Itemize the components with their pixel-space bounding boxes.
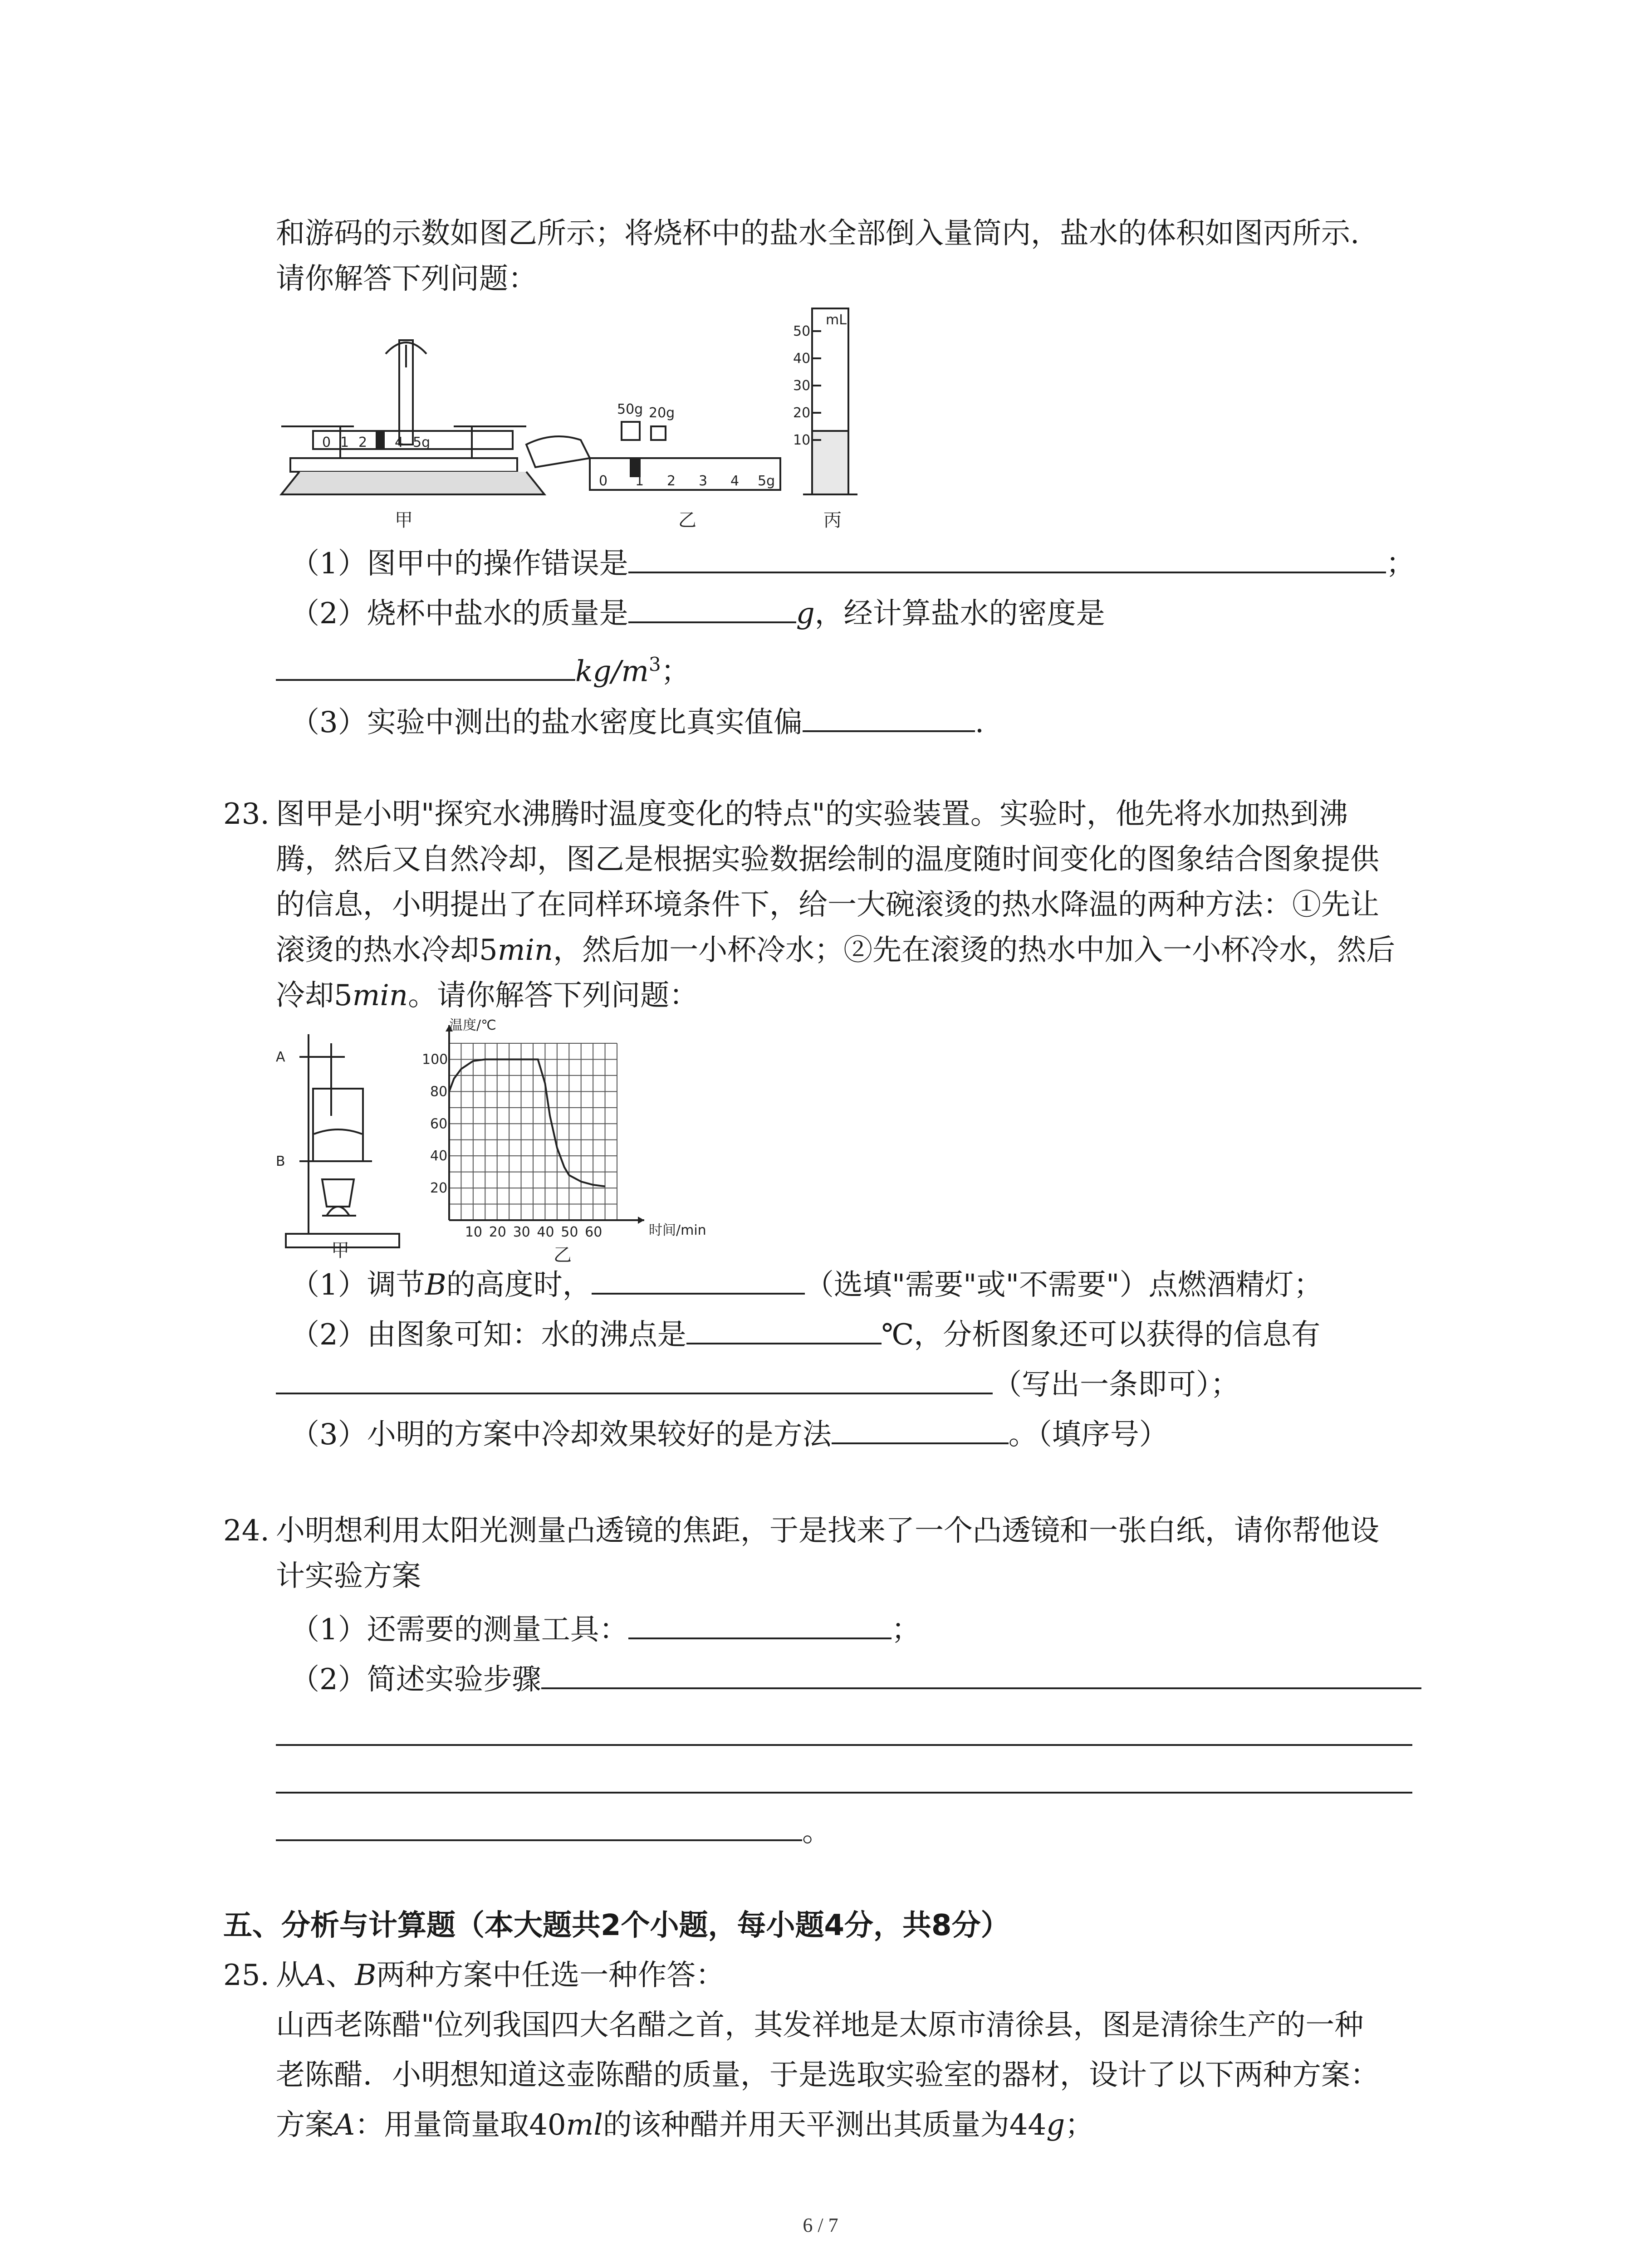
- q22-sub2-end: ；: [661, 655, 690, 689]
- rider-tick-5g: 5g: [758, 473, 775, 489]
- apparatus-label-a: A: [276, 1049, 285, 1065]
- q22-answer-blank-3[interactable]: [803, 699, 975, 732]
- q25-line1-b: 、: [326, 1959, 355, 1992]
- y-tick-label: 20: [430, 1180, 448, 1197]
- q25-line1-c: 两种方案中任选一种作答：: [376, 1959, 725, 1992]
- q23-line1: 图甲是小明"探究水沸腾时温度变化的特点"的实验装置。实验时，他先将水加热到沸: [276, 797, 1348, 831]
- balance-tick-5g: 5g: [413, 435, 431, 450]
- q22-sub1-end: ；: [1386, 547, 1415, 581]
- weights-and-rider: [590, 422, 780, 490]
- q23-number: 23.: [223, 797, 269, 831]
- x-tick-label: 50: [561, 1224, 578, 1240]
- chart-y-title: 温度/℃: [449, 1017, 496, 1033]
- q24-answer-line-2[interactable]: [276, 1744, 1412, 1746]
- q23-sub1-a: （1）调节: [290, 1268, 425, 1302]
- balance-tick-1: 1: [340, 435, 349, 450]
- q25-line4-a: 方案: [276, 2108, 334, 2142]
- cylinder-unit: mL: [826, 312, 847, 328]
- balance-tick-2: 2: [358, 435, 367, 450]
- q23-sub2: [290, 1311, 1320, 1355]
- q24-answer-blank-steps-1[interactable]: [541, 1656, 1421, 1689]
- q22-sub3-text: （3）实验中测出的盐水密度比真实值偏: [290, 706, 803, 739]
- x-tick-label: 20: [489, 1224, 506, 1240]
- q24-sub2-text: （2）简述实验步骤: [290, 1663, 541, 1696]
- q23-temperature-chart: [413, 1012, 753, 1266]
- weight-50g: 50g: [617, 401, 643, 417]
- q24-sub1: [290, 1606, 921, 1650]
- q23-sub2-c: （写出一条即可）；: [993, 1368, 1239, 1402]
- q25-line1-a: 从: [276, 1959, 305, 1992]
- q23-sub1-b: 的高度时，: [446, 1268, 592, 1302]
- x-tick-label: 40: [537, 1224, 554, 1240]
- chart-series-line: [449, 1060, 605, 1187]
- q22-sub2-cont: [276, 644, 690, 692]
- q25-line4-g: g: [1046, 2108, 1065, 2142]
- x-tick-label: 30: [513, 1224, 530, 1240]
- cylinder-tick-30: 30: [793, 378, 811, 394]
- fig-label-yi: 乙: [678, 510, 696, 531]
- q22-sub3-end: .: [975, 706, 985, 739]
- q22-text-line1: 和游码的示数如图乙所示；将烧杯中的盐水全部倒入量筒内，盐水的体积如图丙所示.: [276, 217, 1360, 250]
- q24-answer-blank-tool[interactable]: [628, 1606, 892, 1639]
- q23-line4-min: min: [497, 934, 554, 967]
- q23-line5: [276, 975, 698, 1016]
- balance-diagram: [281, 340, 590, 494]
- q25-number: 25.: [223, 1959, 269, 1992]
- q25-line4-d: ；: [1065, 2108, 1094, 2142]
- cylinder-tick-20: 20: [793, 405, 811, 421]
- q23-sub1-b-var: B: [425, 1268, 446, 1302]
- q24-line2: 计实验方案: [276, 1559, 421, 1593]
- q23-sub3-a: （3）小明的方案中冷却效果较好的是方法: [290, 1418, 832, 1452]
- q24-number: 24.: [223, 1514, 269, 1548]
- rider-tick-2: 2: [667, 473, 676, 489]
- cylinder-tick-50: 50: [793, 323, 811, 339]
- q22-text-line2: 请你解答下列问题：: [276, 262, 537, 296]
- q25-line4: [276, 2105, 1094, 2146]
- q25-line4-c: 的该种醋并用天平测出其质量为44: [603, 2108, 1047, 2142]
- q25-line1: [276, 1955, 725, 1996]
- weight-20g: 20g: [649, 405, 675, 421]
- q25-var-b: B: [355, 1959, 377, 1992]
- q23-line5-b: 。请你解答下列问题：: [408, 979, 699, 1012]
- q22-figure: [272, 295, 907, 549]
- x-tick-label: 10: [465, 1224, 483, 1240]
- cylinder-tick-10: 10: [793, 432, 811, 448]
- q25-line4-b: ：用量筒量取40: [355, 2108, 566, 2142]
- q24-answer-line-3[interactable]: [276, 1792, 1412, 1794]
- page-number: 6 / 7: [803, 2214, 838, 2236]
- q23-fig-label-yi: 乙: [554, 1245, 572, 1266]
- q23-sub2-b: ℃，分析图象还可以获得的信息有: [881, 1318, 1321, 1352]
- y-tick-label: 100: [422, 1051, 448, 1068]
- q25-var-a: A: [305, 1959, 326, 1992]
- q22-unit-g: g: [796, 597, 815, 631]
- q23-sub1: [290, 1261, 1323, 1305]
- q22-sub1: [290, 540, 1415, 584]
- q22-sub1-text: （1）图甲中的操作错误是: [290, 547, 628, 581]
- fig-label-bing: 丙: [823, 510, 842, 531]
- y-tick-label: 60: [430, 1116, 448, 1132]
- q22-sub2-text-b: ，经计算盐水的密度是: [814, 597, 1105, 631]
- q24-sub2-last: [276, 1808, 831, 1852]
- q25-line2: 山西老陈醋"位列我国四大名醋之首，其发祥地是太原市清徐县，图是清徐生产的一种: [276, 2009, 1364, 2042]
- q25-line4-var: A: [334, 2108, 355, 2142]
- q23-sub2-a: （2）由图象可知：水的沸点是: [290, 1318, 686, 1352]
- q24-sub1-text: （1）还需要的测量工具：: [290, 1613, 628, 1647]
- q22-sub2: [290, 590, 1105, 634]
- rider-tick-4: 4: [730, 473, 740, 489]
- q23-line2: 腾，然后又自然冷却，图乙是根据实验数据绘制的温度随时间变化的图象结合图象提供: [276, 843, 1379, 876]
- y-tick-label: 40: [430, 1148, 448, 1164]
- q22-sub2-text-a: （2）烧杯中盐水的质量是: [290, 597, 628, 631]
- q23-apparatus: [272, 1025, 408, 1261]
- q22-answer-blank-mass[interactable]: [628, 590, 796, 623]
- q23-answer-blank-3[interactable]: [832, 1411, 1009, 1444]
- y-tick-label: 80: [430, 1084, 448, 1100]
- apparatus-label-b: B: [276, 1154, 285, 1169]
- q24-sub1-end: ；: [891, 1613, 921, 1647]
- rider-tick-0: 0: [599, 473, 608, 489]
- chart-x-title: 时间/min: [649, 1222, 706, 1238]
- q23-line4-b: ，然后加一小杯冷水；②先在滚烫的热水中加入一小杯冷水，然后: [553, 934, 1396, 967]
- q24-line1: 小明想利用太阳光测量凸透镜的焦距，于是找来了一个凸透镜和一张白纸，请你帮他设: [276, 1514, 1379, 1548]
- q24-end: 。: [802, 1815, 831, 1848]
- q25-line4-ml: ml: [566, 2108, 603, 2142]
- q22-answer-blank-1[interactable]: [628, 540, 1386, 573]
- fig-label-jia: 甲: [395, 510, 413, 531]
- q23-answer-blank-1[interactable]: [592, 1261, 805, 1295]
- q23-line3: 的信息，小明提出了在同样环境条件下，给一大碗滚烫的热水降温的两种方法：①先让: [276, 888, 1379, 922]
- q22-unit-density: kg/m: [575, 655, 649, 689]
- rider-tick-3: 3: [699, 473, 708, 489]
- q22-answer-blank-density[interactable]: [276, 647, 575, 681]
- q22-sub3: [290, 699, 984, 743]
- q23-fig-label-jia: 甲: [331, 1240, 349, 1261]
- balance-tick-4: 4: [395, 435, 404, 450]
- q25-line3: 老陈醋．小明想知道这壶陈醋的质量，于是选取实验室的器材，设计了以下两种方案：: [276, 2058, 1379, 2092]
- chart-grid: [449, 1043, 617, 1220]
- q23-line5-min: min: [352, 979, 408, 1012]
- q23-sub2-cont: [276, 1361, 1239, 1405]
- graduated-cylinder: [803, 308, 857, 494]
- x-axis-arrow: [638, 1217, 644, 1224]
- q23-sub3-b: 。（填序号）: [1008, 1418, 1168, 1452]
- q23-line5-a: 冷却5: [276, 979, 353, 1012]
- q23-line4: [276, 930, 1395, 971]
- balance-tick-0: 0: [322, 435, 331, 450]
- cylinder-tick-40: 40: [793, 351, 811, 367]
- q22-unit-sup: 3: [649, 653, 661, 675]
- q23-sub3: [290, 1411, 1168, 1455]
- q24-answer-blank-steps-4[interactable]: [276, 1808, 802, 1841]
- section-5-heading: 五、分析与计算题（本大题共2个小题，每小题4分，共8分）: [223, 1909, 1010, 1942]
- balance-tick-3: 3: [377, 435, 386, 450]
- x-tick-label: 60: [585, 1224, 603, 1240]
- q23-answer-blank-info[interactable]: [276, 1361, 993, 1394]
- q23-sub1-c: （选填"需要"或"不需要"）点燃酒精灯；: [804, 1268, 1323, 1302]
- rider-tick-1: 1: [635, 473, 644, 489]
- q24-sub2: [290, 1656, 1421, 1700]
- q23-line4-a: 滚烫的热水冷却5: [276, 934, 498, 967]
- q23-answer-blank-boiling[interactable]: [686, 1311, 882, 1344]
